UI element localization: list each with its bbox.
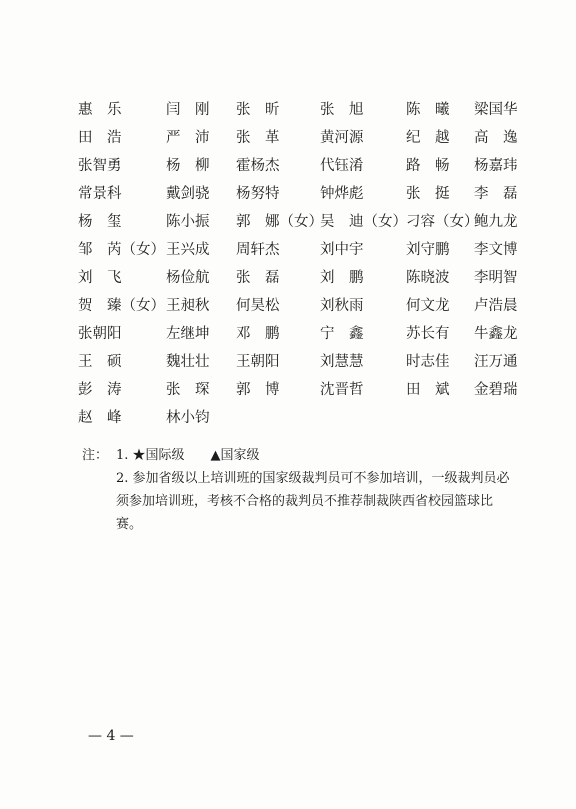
- referee-name: 郭 娜（女）: [236, 214, 323, 230]
- referee-name: 张 挺: [406, 186, 450, 202]
- referee-name-list: [78, 96, 528, 432]
- referee-name: 时志佳: [406, 354, 450, 370]
- referee-name: 彭 涛: [78, 382, 122, 398]
- referee-name: 张智勇: [78, 158, 122, 174]
- referee-name: 苏长有: [406, 326, 450, 342]
- referee-name: 贺 臻（女）: [78, 298, 165, 314]
- referee-name: 闫 刚: [166, 102, 210, 118]
- referee-name: 张 磊: [236, 270, 280, 286]
- referee-name: 刘中宇: [320, 242, 364, 258]
- referee-name: 王昶秋: [166, 298, 210, 314]
- referee-name: [474, 404, 528, 432]
- referee-name: 杨 柳: [166, 158, 210, 174]
- referee-name: 王 硕: [78, 354, 122, 370]
- referee-name: 牛鑫龙: [474, 326, 518, 342]
- referee-name: 戴剑骁: [166, 186, 210, 202]
- referee-name: 黄河源: [320, 130, 364, 146]
- referee-name: 惠 乐: [78, 102, 122, 118]
- referee-name: 郭 博: [236, 382, 280, 398]
- referee-name: 周轩杰: [236, 242, 280, 258]
- referee-name: 李 磊: [474, 186, 518, 202]
- referee-name: 林小钧: [166, 410, 210, 426]
- referee-name: 卢浩晨: [474, 298, 518, 314]
- referee-name: 张朝阳: [78, 326, 122, 342]
- referee-name: 左继坤: [166, 326, 210, 342]
- referee-name: 霍杨杰: [236, 158, 280, 174]
- referee-name: 何昊松: [236, 298, 280, 314]
- referee-name: 陈晓波: [406, 270, 450, 286]
- referee-name: 王兴成: [166, 242, 210, 258]
- referee-name: 路 畅: [406, 158, 450, 174]
- referee-name: 张 革: [236, 130, 280, 146]
- referee-name: 赵 峰: [78, 410, 122, 426]
- referee-name: 梁国华: [474, 102, 518, 118]
- referee-name: 汪万通: [474, 354, 518, 370]
- referee-name: 王朝阳: [236, 354, 280, 370]
- referee-name: 刘慧慧: [320, 354, 364, 370]
- referee-name: 沈晋哲: [320, 382, 364, 398]
- referee-name: 刁容（女）: [406, 214, 479, 230]
- referee-name: 李明智: [474, 270, 518, 286]
- notes-label: 注：: [82, 448, 109, 463]
- referee-name: 田 浩: [78, 130, 122, 146]
- referee-name: [406, 404, 474, 432]
- referee-name: 陈 曦: [406, 102, 450, 118]
- referee-name: 邓 鹏: [236, 326, 280, 342]
- referee-name: 鲍九龙: [474, 214, 518, 230]
- referee-name: [320, 404, 406, 432]
- referee-name: 刘 鹏: [320, 270, 364, 286]
- referee-name: 纪 越: [406, 130, 450, 146]
- referee-name: 杨努特: [236, 186, 280, 202]
- referee-name: 常景科: [78, 186, 122, 202]
- referee-name: 金碧瑞: [474, 382, 518, 398]
- referee-name: 张 昕: [236, 102, 280, 118]
- referee-name: 杨俭航: [166, 270, 210, 286]
- referee-name: 杨 玺: [78, 214, 122, 230]
- referee-name: 高 逸: [474, 130, 518, 146]
- referee-name: 钟烨彪: [320, 186, 364, 202]
- note-level-legend: 1. ★国际级 ▲国家级: [116, 448, 260, 463]
- referee-name: 邹 芮（女）: [78, 242, 165, 258]
- referee-name: 田 斌: [406, 382, 450, 398]
- referee-name: [236, 404, 320, 432]
- referee-name: 张 琛: [166, 382, 210, 398]
- referee-name: 严 沛: [166, 130, 210, 146]
- referee-name: 代钰淆: [320, 158, 364, 174]
- referee-name: 刘 飞: [78, 270, 122, 286]
- referee-name: 刘秋雨: [320, 298, 364, 314]
- referee-name: 吴 迪（女）: [320, 214, 407, 230]
- note-training-requirement: 2. 参加省级以上培训班的国家级裁判员可不参加培训，一级裁判员必须参加培训班，考核不合格的裁判员不推荐制裁陕西省校园篮球比赛。: [116, 471, 510, 532]
- referee-name: 宁 鑫: [320, 326, 364, 342]
- referee-name: 杨嘉玮: [474, 158, 518, 174]
- referee-name: 何文龙: [406, 298, 450, 314]
- referee-name: 魏壮壮: [166, 354, 210, 370]
- referee-name: 陈小振: [166, 214, 210, 230]
- referee-name: 李文博: [474, 242, 518, 258]
- page-number: — 4 —: [88, 728, 134, 744]
- referee-name: 张 旭: [320, 102, 364, 118]
- referee-name: 刘守鹏: [406, 242, 450, 258]
